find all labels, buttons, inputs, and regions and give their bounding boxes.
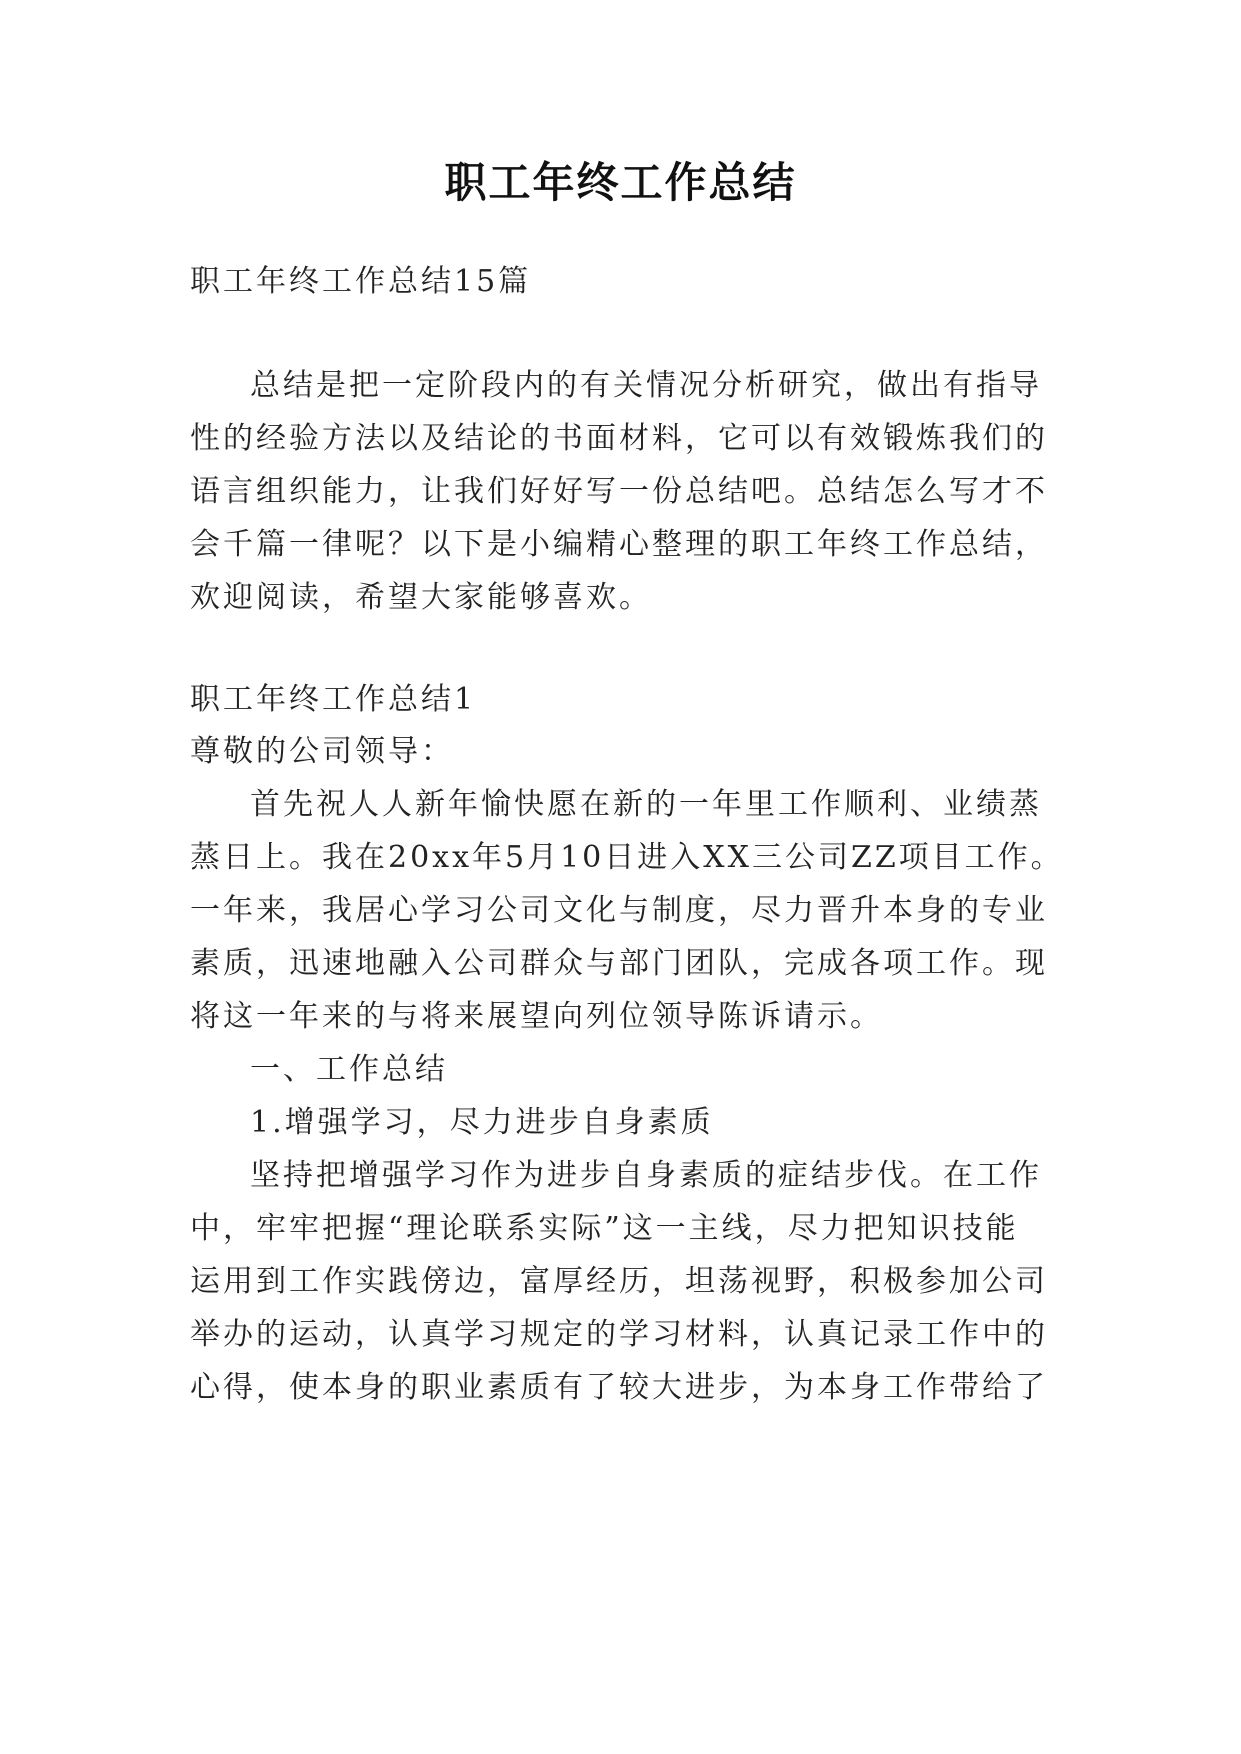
paragraph-line: 心得，使本身的职业素质有了较大进步，为本身工作带给了 bbox=[190, 1370, 1048, 1405]
paragraph-line: 举办的运动，认真学习规定的学习材料，认真记录工作中的 bbox=[190, 1317, 1048, 1352]
intro-line: 会千篇一律呢？以下是小编精心整理的职工年终工作总结， bbox=[190, 527, 1048, 562]
paragraph-line: 素质，迅速地融入公司群众与部门团队，完成各项工作。现 bbox=[190, 946, 1048, 981]
intro-line: 欢迎阅读，希望大家能够喜欢。 bbox=[190, 580, 652, 615]
paragraph-line: 蒸日上。我在20xx年5月10日进入XX三公司ZZ项目工作。 bbox=[190, 840, 1064, 875]
salutation: 尊敬的公司领导： bbox=[190, 734, 454, 769]
paragraph-line: 中，牢牢把握“理论联系实际”这一主线，尽力把知识技能 bbox=[190, 1211, 1019, 1246]
paragraph-line: 首先祝人人新年愉快愿在新的一年里工作顺利、业绩蒸 bbox=[250, 787, 1042, 822]
item-heading: 1.增强学习，尽力进步自身素质 bbox=[250, 1105, 714, 1140]
intro-line: 语言组织能力，让我们好好写一份总结吧。总结怎么写才不 bbox=[190, 474, 1048, 509]
paragraph-line: 坚持把增强学习作为进步自身素质的症结步伐。在工作 bbox=[250, 1158, 1042, 1193]
paragraph-line: 运用到工作实践傍边，富厚经历，坦荡视野，积极参加公司 bbox=[190, 1264, 1048, 1299]
document-subtitle: 职工年终工作总结15篇 bbox=[190, 264, 532, 299]
paragraph-line: 将这一年来的与将来展望向列位领导陈诉请示。 bbox=[190, 999, 883, 1034]
document-title: 职工年终工作总结 bbox=[444, 158, 797, 207]
section-heading: 职工年终工作总结1 bbox=[190, 682, 477, 717]
intro-line: 总结是把一定阶段内的有关情况分析研究，做出有指导 bbox=[250, 368, 1042, 403]
part-heading: 一、工作总结 bbox=[250, 1052, 448, 1087]
paragraph-line: 一年来，我居心学习公司文化与制度，尽力晋升本身的专业 bbox=[190, 893, 1048, 928]
intro-line: 性的经验方法以及结论的书面材料，它可以有效锻炼我们的 bbox=[190, 421, 1048, 456]
